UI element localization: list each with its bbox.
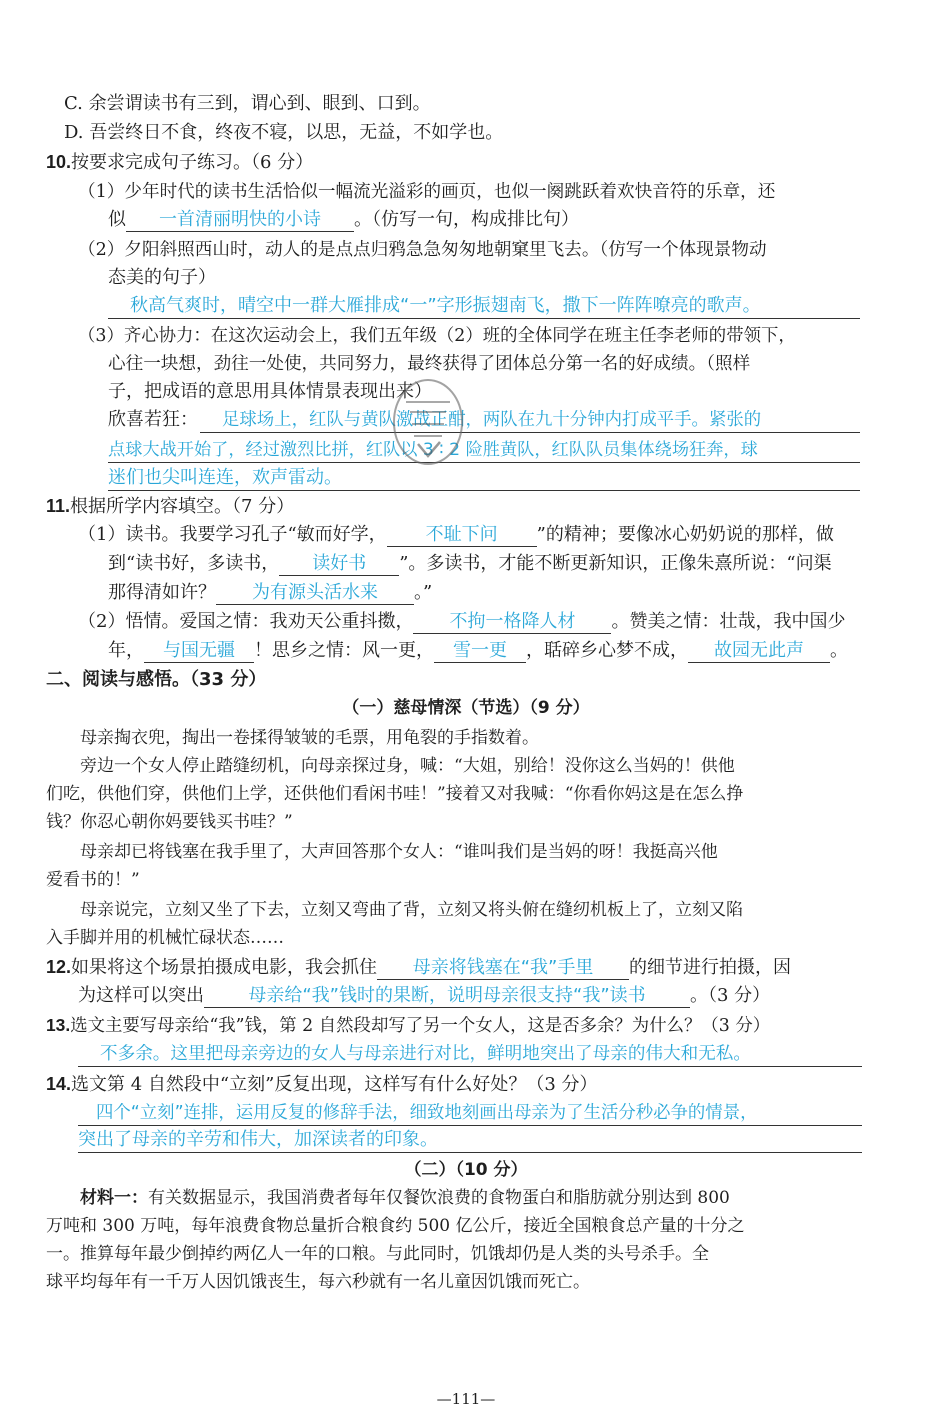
q10-part3-line1: （3）齐心协力：在这次运动会上，我们五年级（2）班的全体同学在班主任李老师的带领下， [78, 326, 796, 346]
q10-part3-idiom: 欣喜若狂： [108, 409, 198, 430]
reading-part2-title: （二）（10 分） [404, 1160, 528, 1180]
text-segment: （2）悟情。爱国之情：我劝天公重抖擞， [78, 611, 414, 632]
reading-paragraph-2-line3: 钱？你忍心朝你妈要钱买书哇？” [46, 812, 293, 832]
text-segment: 有关数据显示，我国消费者每年仅餐饮浪费的食物蛋白和脂肪就分别达到 800 [148, 1188, 730, 1208]
reading-paragraph-3-line1: 母亲却已将钱塞在我手里了，大声回答那个女人：“谁叫我们是当妈的呀！我挺高兴他 [80, 842, 718, 862]
text-segment: ！思乡之情：风一更， [254, 640, 434, 661]
q10-part3-answer-line3: 迷们也尖叫连连，欢声雷动。 [108, 467, 342, 488]
q12-answer-2: 母亲给“我”钱时的果断，说明母亲很支持“我”读书 [204, 985, 690, 1008]
text-segment: 年， [108, 640, 144, 661]
q14-answer-line1: 四个“立刻”连排，运用反复的修辞手法，细致地刻画出母亲为了生活分秒必争的情景， [96, 1103, 758, 1123]
q10-part1-suffix: 。（仿写一句，构成排比句） [354, 209, 579, 230]
text-segment: 。 [830, 640, 848, 661]
material-1-line3: 一。推算每年最少倒掉约两亿人一年的口粮。与此同时，饥饿却仍是人类的头号杀手。全 [46, 1244, 709, 1264]
text-segment: （1）读书。我要学习孔子“敏而好学， [78, 524, 387, 545]
question-10-heading [46, 150, 313, 175]
option-d: D. 吾尝终日不食，终夜不寝，以思，无益，不如学也。 [64, 122, 504, 143]
q10-part3-line2: 心往一块想，劲往一处使，共同努力，最终获得了团体总分第一名的好成绩。（照样 [108, 354, 751, 374]
question-13 [46, 1013, 770, 1038]
question-text: 选文主要写母亲给“我”钱，第 2 自然段却写了另一个女人，这是否多余？为什么？（3 分） [70, 1016, 771, 1036]
reading-paragraph-2-line1: 旁边一个女人停止踏缝纫机，向母亲探过身，喊：“大姐，别给！没你这么当妈的！供他 [80, 756, 735, 776]
question-text: 选文第 4 自然段中“立刻”反复出现，这样写有什么好处？（3 分） [71, 1074, 598, 1095]
text-segment: 如果将这个场景拍摄成电影，我会抓住 [71, 957, 378, 978]
q10-part1-line1: （1）少年时代的读书生活恰似一幅流光溢彩的画页，也似一阕跳跃着欢快音符的乐章，还 [78, 182, 776, 202]
question-11-heading [46, 494, 294, 519]
question-number: 14. [46, 1074, 72, 1094]
q10-part2-answer: 秋高气爽时，晴空中一群大雁排成“一”字形振翅南飞，撒下一阵阵嘹亮的歌声。 [130, 295, 761, 316]
q11-answer-3: 为有源头活水来 [216, 582, 414, 605]
q10-part3-answer-line2: 点球大战开始了，经过激烈比拼，红队以 3 ∶ 2 险胜黄队，红队队员集体绕场狂奔，球 [108, 440, 758, 460]
option-c: C. 余尝谓读书有三到，谓心到、眼到、口到。 [64, 93, 431, 114]
q13-answer: 不多余。这里把母亲旁边的女人与母亲进行对比，鲜明地突出了母亲的伟大和无私。 [100, 1044, 751, 1064]
q10-part2-line1: （2）夕阳斜照西山时，动人的是点点归鸦急急匆匆地朝窠里飞去。（仿写一个体现景物动 [78, 240, 767, 260]
answer-underline [78, 1125, 862, 1126]
page-number: —111— [436, 1390, 496, 1408]
text-segment: 。（3 分） [690, 985, 771, 1006]
text-segment: ”的精神；要像冰心奶奶说的那样，做 [536, 524, 834, 545]
text-segment: 那得清如许？ [108, 582, 216, 603]
answer-underline [200, 432, 860, 433]
reading-paragraph-2-line2: 们吃，供他们穿，供他们上学，还供他们看闲书哇！”接着又对我喊：“你看你妈这是在怎么挣 [46, 784, 744, 804]
q11-answer-6: 雪一更 [434, 640, 526, 663]
q11-answer-4: 不拘一格降人材 [413, 611, 611, 634]
question-number: 13. [46, 1015, 71, 1035]
text-segment: 为这样可以突出 [78, 985, 204, 1006]
q10-part3-line3: 子，把成语的意思用具体情景表现出来） [108, 381, 432, 402]
q11-line2 [108, 552, 832, 576]
answer-underline [108, 490, 860, 491]
q11-line5 [108, 639, 848, 663]
text-segment: 到“读书好，多读书， [108, 553, 280, 574]
question-text: 根据所学内容填空。（7 分） [70, 496, 295, 517]
answer-underline [108, 462, 860, 463]
q14-answer-line2: 突出了母亲的辛劳和伟大，加深读者的印象。 [78, 1129, 438, 1150]
text-segment: 。赞美之情：壮哉，我中国少 [611, 611, 846, 632]
section-title: 二、阅读与感悟。（33 分） [46, 669, 267, 690]
question-number: 12. [46, 957, 72, 977]
question-14 [46, 1072, 598, 1097]
q11-answer-7: 故园无此声 [688, 640, 830, 663]
text-segment: ”。多读书，才能不断更新知识，正像朱熹所说：“问渠 [399, 553, 832, 574]
answer-underline [108, 318, 860, 319]
q11-line1 [78, 523, 834, 547]
question-12-line1 [46, 955, 791, 980]
reading-paragraph-1: 母亲掏衣兜，掏出一卷揉得皱皱的毛票，用龟裂的手指数着。 [80, 728, 539, 748]
question-12-line2 [78, 984, 770, 1008]
q12-answer-1: 母亲将钱塞在“我”手里 [377, 957, 629, 980]
reading-paragraph-4-line2: 入手脚并用的机械忙碌状态…… [46, 928, 284, 948]
text-segment: 的细节进行拍摄，因 [629, 957, 792, 978]
reading-title: （一）慈母情深（节选）（9 分） [342, 698, 590, 718]
q11-answer-5: 与国无疆 [144, 640, 254, 663]
material-1-line1 [80, 1186, 730, 1210]
q10-part1-line2 [108, 208, 579, 232]
material-1-line4: 球平均每年有一千万人因饥饿丧生，每六秒就有一名儿童因饥饿而死亡。 [46, 1272, 590, 1292]
reading-paragraph-3-line2: 爱看书的！” [46, 870, 140, 890]
q11-answer-2: 读好书 [279, 553, 399, 576]
q11-line4 [78, 610, 845, 634]
text-segment: ，聒碎乡心梦不成， [526, 640, 688, 661]
material-1-line2: 万吨和 300 万吨，每年浪费食物总量折合粮食约 500 亿公斤，接近全国粮食总产量的十分之 [46, 1216, 745, 1236]
watermark-stamp-icon [388, 372, 468, 468]
q10-part2-line2: 态美的句子） [108, 267, 216, 288]
question-number: 10. [46, 152, 72, 172]
reading-paragraph-4-line1: 母亲说完，立刻又坐了下去，立刻又弯曲了背，立刻又将头俯在缝纫机板上了，立刻又陷 [80, 900, 743, 920]
material-label: 材料一： [80, 1188, 148, 1208]
answer-underline [78, 1066, 862, 1067]
q10-part1-prefix: 似 [108, 209, 126, 230]
text-segment: 。” [414, 582, 433, 603]
answer-underline [78, 1152, 862, 1153]
q10-part3-answer-line1: 足球场上，红队与黄队激战正酣，两队在九十分钟内打成平手。紧张的 [222, 410, 762, 430]
question-number: 11. [46, 496, 71, 516]
q11-answer-1: 不耻下问 [387, 524, 537, 547]
q11-line3 [108, 581, 432, 605]
q10-part1-answer: 一首清丽明快的小诗 [126, 209, 354, 232]
question-text: 按要求完成句子练习。（6 分） [71, 152, 314, 173]
